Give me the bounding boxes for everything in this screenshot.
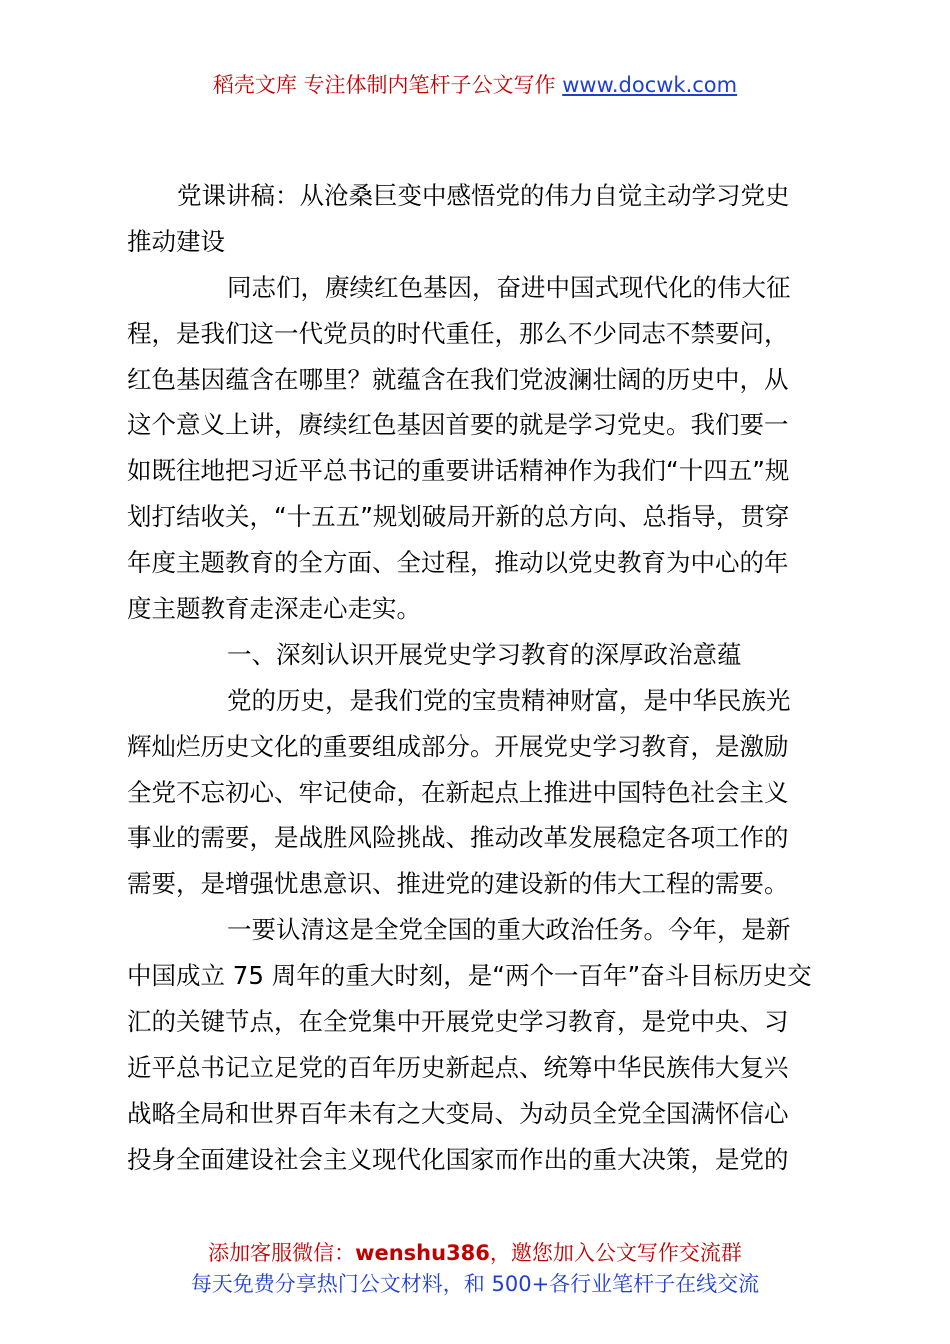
paragraph-line: 党的历史，是我们党的宝贵精神财富，是中华民族光: [227, 685, 791, 715]
paragraph-line: 度主题教育走深走心走实。: [127, 594, 421, 624]
site-link[interactable]: www.docwk.com: [562, 73, 738, 97]
paragraph-line: 辉灿烂历史文化的重要组成部分。开展党史学习教育，是激励: [127, 731, 789, 761]
footer-share-line: 每天免费分享热门公文材料，和 500+各行业笔杆子在线交流: [190, 1272, 760, 1296]
paragraph-line: 近平总书记立足党的百年历史新起点、统筹中华民族伟大复兴: [127, 1052, 789, 1082]
paragraph-line: 事业的需要，是战胜风险挑战、推动改革发展稳定各项工作的: [127, 823, 789, 853]
footer-contact-line: [0, 1238, 950, 1269]
paragraph-line: 全党不忘初心、牢记使命，在新起点上推进中国特色社会主义: [127, 777, 789, 807]
paragraph-line: 投身全面建设社会主义现代化国家而作出的重大决策，是党的: [127, 1144, 789, 1174]
footer-banner: [0, 1238, 950, 1300]
paragraph-line: 汇的关键节点，在全党集中开展党史学习教育，是党中央、习: [127, 1007, 789, 1037]
header-banner: [0, 70, 950, 100]
document-body: [127, 173, 827, 1183]
footer-contact-suffix: ，邀您加入公文写作交流群: [489, 1241, 742, 1265]
paragraph-line: 一要认清这是全党全国的重大政治任务。今年，是新: [227, 915, 791, 945]
paragraph-line: 需要，是增强忧患意识、推进党的建设新的伟大工程的需要。: [127, 869, 789, 899]
paragraph-line: 划打结收关，“十五五”规划破局开新的总方向、总指导，贯穿: [127, 502, 790, 532]
section-heading: 一、深刻认识开展党史学习教育的深厚政治意蕴: [227, 639, 742, 669]
paragraph-line: 战略全局和世界百年未有之大变局、为动员全党全国满怀信心: [127, 1098, 789, 1128]
footer-contact-prefix: 添加客服微信：: [208, 1241, 356, 1265]
wechat-id: wenshu386: [355, 1241, 490, 1265]
paragraph-line: 这个意义上讲，赓续红色基因首要的就是学习党史。我们要一: [127, 410, 789, 440]
document-title-line: 党课讲稿：从沧桑巨变中感悟党的伟力自觉主动学习党史: [177, 181, 790, 210]
paragraph-line: 中国成立 75 周年的重大时刻，是“两个一百年”奋斗目标历史交: [127, 961, 812, 991]
header-title: 稻壳文库 专注体制内笔杆子公文写作: [212, 73, 556, 97]
paragraph-line: 如既往地把习近平总书记的重要讲话精神作为我们“十四五”规: [127, 456, 790, 486]
paragraph-line: 年度主题教育的全方面、全过程，推动以党史教育为中心的年: [127, 548, 789, 578]
document-title-line: 推动建设: [127, 226, 225, 256]
paragraph-line: 红色基因蕴含在哪里？就蕴含在我们党波澜壮阔的历史中，从: [127, 364, 789, 394]
paragraph-line: 同志们，赓续红色基因，奋进中国式现代化的伟大征: [227, 272, 791, 302]
paragraph-line: 程，是我们这一代党员的时代重任，那么不少同志不禁要问，: [127, 318, 789, 348]
